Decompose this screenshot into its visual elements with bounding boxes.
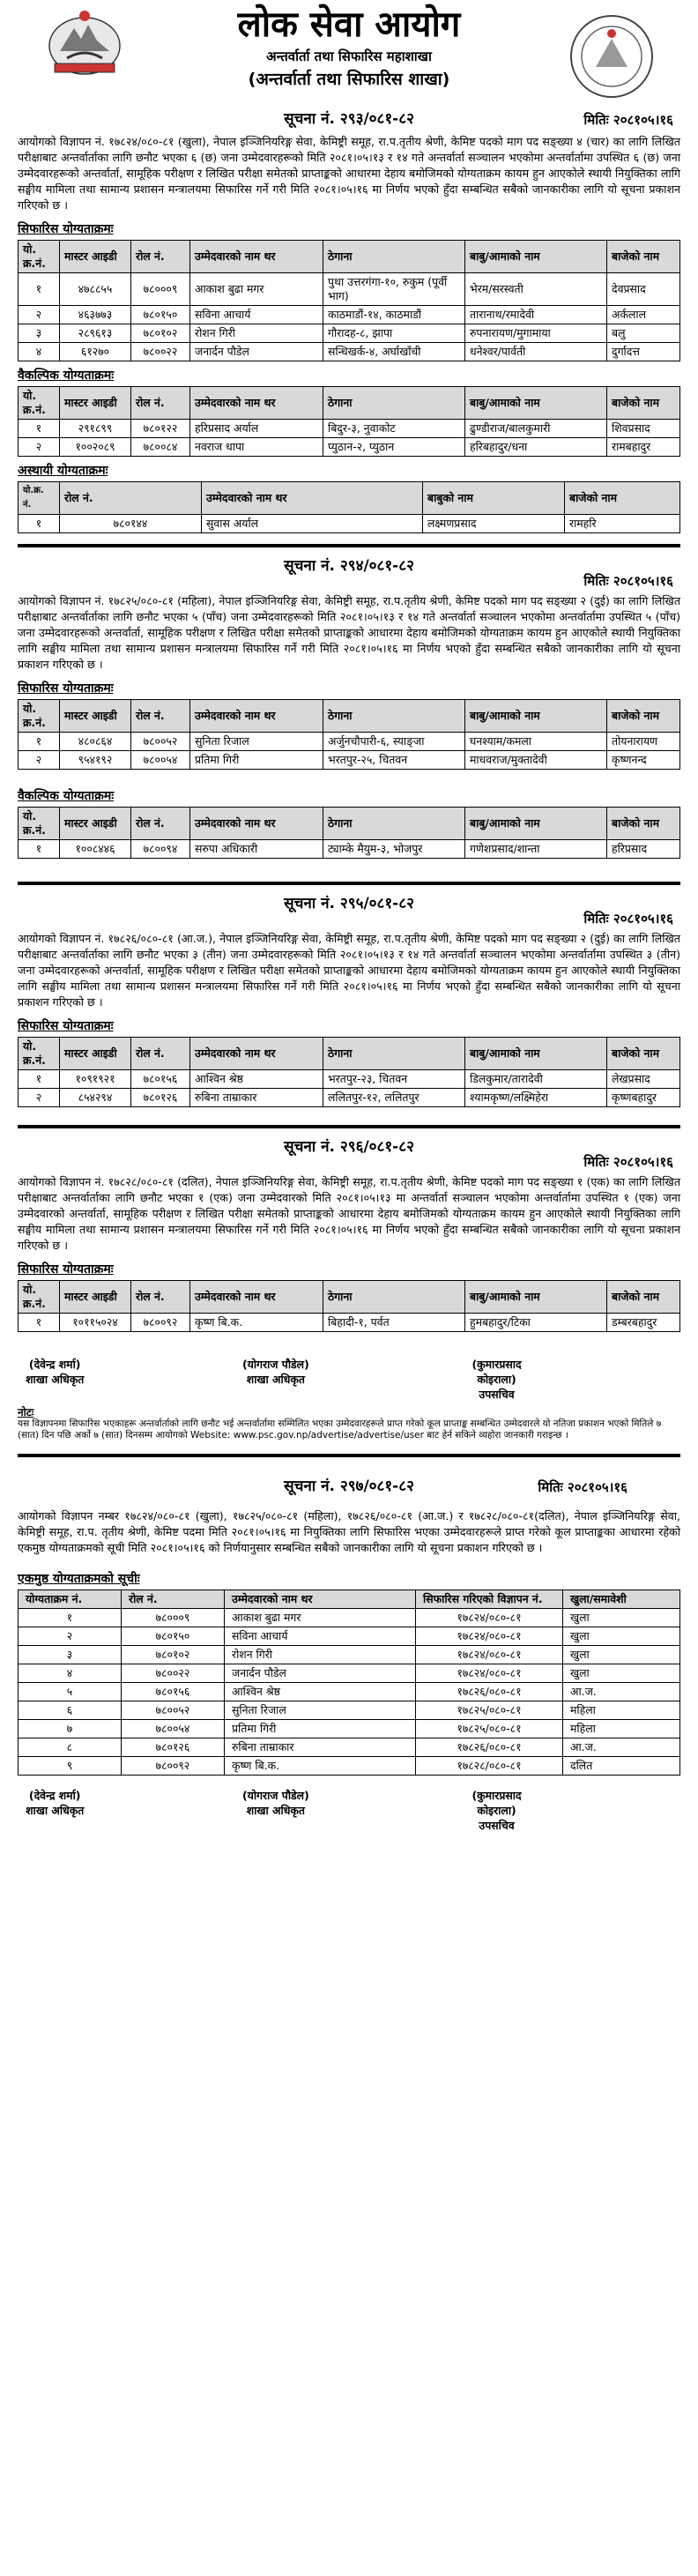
signatory-name: (देवेन्द्र शर्मा) xyxy=(28,1358,81,1371)
cell: ४ xyxy=(19,343,60,361)
signatory-name: (कुमारप्रसाद कोइराला) xyxy=(472,1789,522,1817)
signature xyxy=(19,1357,237,1402)
cell: रोशन गिरी xyxy=(225,1646,416,1664)
col-header: उम्मेदवारको नाम थर xyxy=(225,1590,416,1609)
col-header: बाजेको नाम xyxy=(607,808,680,840)
col-header: रोल नं. xyxy=(131,808,190,840)
cell: १ xyxy=(19,273,60,306)
cell: दलित xyxy=(563,1757,680,1776)
cell: बलु xyxy=(607,324,680,343)
col-header: रोल नं. xyxy=(131,1281,190,1314)
cell: सविना आचार्य xyxy=(225,1627,416,1646)
cell: ७८००९४ xyxy=(131,840,190,859)
cell: रुबिना ताम्राकार xyxy=(190,1089,323,1107)
cell: १७८२६/०८०-८१ xyxy=(416,1738,563,1757)
cell: ७८०००९ xyxy=(131,273,190,306)
cell: ७८०१५० xyxy=(131,306,190,324)
cell: ७८०१२६ xyxy=(122,1738,225,1757)
col-header: रोल नं. xyxy=(131,241,190,273)
cell: ललितपुर-१२, ललितपुर xyxy=(323,1089,465,1107)
cell: खुला xyxy=(563,1664,680,1683)
cell: ७८००९२ xyxy=(131,1314,190,1332)
cell: २ xyxy=(19,1627,122,1646)
signature xyxy=(240,1788,458,1833)
recommended-title: सिफारिस योग्यताक्रमः xyxy=(18,1019,114,1033)
cell: ४ xyxy=(19,1664,122,1683)
col-header: बाबु/आमाको नाम xyxy=(465,700,607,733)
cell: आश्विन श्रेष्ठ xyxy=(190,1070,323,1089)
notice-294 xyxy=(18,555,680,859)
signature-block xyxy=(18,1788,680,1833)
signature xyxy=(461,1357,679,1402)
cell: सुवास अर्याल xyxy=(202,515,423,533)
notice-date: मितिः २०८१०५।१६ xyxy=(583,112,673,128)
notice-number: सूचना नं. २९३/०८१-८२ xyxy=(284,110,414,128)
cell: १७८२४/०८०-८१ xyxy=(416,1609,563,1627)
table-row xyxy=(19,515,680,533)
notice-date: मितिः २०८१०५।१६ xyxy=(583,573,673,589)
cell: ९५४१९२ xyxy=(60,751,131,770)
cell: १७८२४/०८०-८१ xyxy=(416,1664,563,1683)
recommended-table xyxy=(18,240,680,361)
section-title: (अन्तर्वार्ता तथा सिफारिस शाखा) xyxy=(248,70,450,89)
signatory-post: शाखा अधिकृत xyxy=(246,1804,305,1817)
signature xyxy=(240,1357,458,1402)
alternate-title: वैकल्पिक योग्यताक्रमः xyxy=(18,789,115,803)
signatory-post: शाखा अधिकृत xyxy=(246,1373,305,1386)
col-header: सिफारिस गरिएको विज्ञापन नं. xyxy=(416,1590,563,1609)
table-row xyxy=(19,306,680,324)
table-row xyxy=(19,1609,680,1627)
cell: श्यामकृष्ण/लक्ष्मिहेरा xyxy=(465,1089,607,1107)
recommended-title: सिफारिस योग्यताक्रमः xyxy=(18,1262,114,1277)
cell: अर्कलाल xyxy=(607,306,680,324)
cell: गौरादह-८, झापा xyxy=(323,324,465,343)
signature-block xyxy=(18,1357,680,1402)
cell: प्रतिमा गिरी xyxy=(225,1720,416,1738)
cell: ७८०१४४ xyxy=(60,515,202,533)
cell: ७८०१२६ xyxy=(131,1089,190,1107)
table-row xyxy=(19,1314,680,1332)
table-row xyxy=(19,1646,680,1664)
cell: ७८०१५० xyxy=(122,1627,225,1646)
signatory-name: (कुमारप्रसाद कोइराला) xyxy=(472,1358,522,1386)
cell: ७८००९२ xyxy=(122,1757,225,1776)
cell: जनार्दन पौडेल xyxy=(225,1664,416,1683)
cell: २८९६१३ xyxy=(60,324,131,343)
table-row xyxy=(19,1738,680,1757)
cell: नवराज धापा xyxy=(190,438,323,457)
cell: ७८००५२ xyxy=(131,733,190,751)
cell: कृष्णबहादुर xyxy=(607,1089,680,1107)
cell: १ xyxy=(19,515,60,533)
cell: २ xyxy=(19,306,60,324)
cell: ४७८८५५ xyxy=(60,273,131,306)
col-header: उम्मेदवारको नाम थर xyxy=(190,387,323,420)
col-header: बाजेको नाम xyxy=(607,700,680,733)
cell: आ.ज. xyxy=(563,1738,680,1757)
cell: ३ xyxy=(19,324,60,343)
cell: बिदुर-३, नुवाकोट xyxy=(323,420,465,438)
col-header: यो.क्र. नं. xyxy=(19,482,60,515)
table-row xyxy=(19,420,680,438)
recommended-table xyxy=(18,1280,680,1332)
cell: तारानाथ/रमादेवी xyxy=(465,306,607,324)
cell: भेरम/सरस्वती xyxy=(465,273,607,306)
notice-paragraph: आयोगको विज्ञापन नम्बर १७८२४/०८०-८१ (खुला), १७८२५/०८०-८१ (महिला), १७८२६/०८०-८१ (आ.ज.) र १७८२८/०८०-८१(दलित), नेपाल इञ्जिनियरिङ्ग सेवा, केमिष्ट्री समूह, रा.प. तृतीय श्रेणी, केमिष्ट पदमा मिति २०८१।०५।१६ मा नियुक्तिका लागि सिफारिस भएका उम्मेदवारहरूले प्राप्त गरेको कूल प्राप्ताङ्कका आधारमा रहेको एकमुष्ठ योग्यताक्रमको सूची मिति २०८१।०५।१६ को निर्णयानुसार सम्बन्धित सबैको जानकारीका लागि यो सूचना प्रकाशन गरिएको छ । xyxy=(18,1509,680,1554)
division-title: अन्तर्वार्ता तथा सिफारिस महाशाखा xyxy=(266,48,432,64)
col-header: ठेगाना xyxy=(323,1038,465,1070)
note-text: यस विज्ञापनमा सिफारिस भएकाहरू अन्तर्वार्ताको लागि छनौट भई अन्तर्वार्तामा सम्मिलित भएका उम्मेदवारहरूले प्राप्त गरेको कूल प्राप्ताङ्क सम्बन्धित उम्मेदवारले यो नतिजा प्रकाशन भएको मितिले ७ (सात) दिन पछि अर्को ७ (सात) दिनसम्म आयोगको Website: www.psc.gov.np/advertise/advertise/user बाट हेर्न सकिने व्यहोरा जानकारी गराइन्छ । xyxy=(18,1418,662,1441)
cell: हरिबहादुर/धना xyxy=(465,438,607,457)
table-row xyxy=(19,273,680,306)
cell: आश्विन श्रेष्ठ xyxy=(225,1683,416,1701)
table-row xyxy=(19,1683,680,1701)
col-header: ठेगाना xyxy=(323,387,465,420)
table-row xyxy=(19,751,680,770)
cell: रामबहादुर xyxy=(607,438,680,457)
temporary-table xyxy=(18,481,680,533)
col-header: उम्मेदवारको नाम थर xyxy=(190,1038,323,1070)
col-header: यो. क्र.नं. xyxy=(19,387,60,420)
cell: १ xyxy=(19,420,60,438)
recommended-table xyxy=(18,699,680,770)
table-row xyxy=(19,733,680,751)
table-row xyxy=(19,1701,680,1720)
col-header: बाबु/आमाको नाम xyxy=(465,1281,607,1314)
cell: प्युठान-२, प्युठान xyxy=(323,438,465,457)
cell: १ xyxy=(19,1070,60,1089)
col-header: मास्टर आइडी xyxy=(60,241,131,273)
nepal-emblem-icon xyxy=(42,5,127,79)
signature xyxy=(19,1788,237,1833)
cell: १७८२५/०८०-८१ xyxy=(416,1720,563,1738)
col-header: यो. क्र.नं. xyxy=(19,808,60,840)
cell: ७ xyxy=(19,1720,122,1738)
cell: ट्याम्के मैयुम-३, भोजपुर xyxy=(323,840,465,859)
recommended-title: सिफारिस योग्यताक्रमः xyxy=(18,681,114,696)
recommended-title: सिफारिस योग्यताक्रमः xyxy=(18,222,114,236)
cell: ७८०१५६ xyxy=(122,1683,225,1701)
cell: १०९१९२१ xyxy=(60,1070,131,1089)
col-header: रोल नं. xyxy=(122,1590,225,1609)
col-header: रोल नं. xyxy=(131,1038,190,1070)
notice-date: मितिः २०८१०५।१६ xyxy=(583,1154,673,1170)
cell: सन्धिखर्क-४, अर्घाखाँची xyxy=(323,343,465,361)
section-divider xyxy=(18,1454,680,1457)
cell: कृष्ण बि.क. xyxy=(190,1314,323,1332)
cell: ७८००५४ xyxy=(131,751,190,770)
cell: भरतपुर-२३, चितवन xyxy=(323,1070,465,1089)
col-header: मास्टर आइडी xyxy=(60,1281,131,1314)
cell: ढुण्डीराज/बालकुमारी xyxy=(465,420,607,438)
cell: ९ xyxy=(19,1757,122,1776)
table-row xyxy=(19,1664,680,1683)
cell: १७८२६/०८०-८१ xyxy=(416,1683,563,1701)
cell: दुर्गादत्त xyxy=(607,343,680,361)
cell: ४६३७७३ xyxy=(60,306,131,324)
signature xyxy=(461,1788,679,1833)
col-header: बाजेको नाम xyxy=(607,1038,680,1070)
cell: २ xyxy=(19,1089,60,1107)
col-header: यो. क्र.नं. xyxy=(19,1038,60,1070)
cell: माधवराज/मुक्तादेवी xyxy=(465,751,607,770)
cell: आकाश बुढा मगर xyxy=(225,1609,416,1627)
col-header: रोल नं. xyxy=(131,387,190,420)
table-row xyxy=(19,1720,680,1738)
cell: रुपनारायण/मुगामाया xyxy=(465,324,607,343)
cell: ७८०१०२ xyxy=(131,324,190,343)
table-row xyxy=(19,1627,680,1646)
recommended-table xyxy=(18,1037,680,1107)
notice-293 xyxy=(18,108,680,533)
col-header: रोल नं. xyxy=(131,700,190,733)
temporary-title: अस्थायी योग्यताक्रमः xyxy=(18,464,108,478)
cell: हरिप्रसाद xyxy=(607,840,680,859)
col-header: बाजेको नाम xyxy=(607,387,680,420)
cell: २९१८९९ xyxy=(60,420,131,438)
cell: ७८००२२ xyxy=(122,1664,225,1683)
notice-295 xyxy=(18,892,680,1107)
cell: ७८०१५६ xyxy=(131,1070,190,1089)
cell: लक्ष्मणप्रसाद xyxy=(423,515,565,533)
cell: गणेशप्रसाद/शान्ता xyxy=(465,840,607,859)
cell: २ xyxy=(19,438,60,457)
col-header: उम्मेदवारको नाम थर xyxy=(202,482,423,515)
cell: डम्बरबहादुर xyxy=(607,1314,680,1332)
cell: हुमबहादुर/टिका xyxy=(465,1314,607,1332)
col-header: खुला/समावेशी xyxy=(563,1590,680,1609)
cell: पुथा उत्तरगंगा-१०, रुकुम (पूर्वी भाग) xyxy=(323,273,465,306)
col-header: रोल नं. xyxy=(60,482,202,515)
signatory-post: उपसचिव xyxy=(479,1388,515,1401)
cell: काठमाडौं-१४, काठमाडौं xyxy=(323,306,465,324)
merit-list-title: एकमुष्ठ योग्यताक्रमको सूचीः xyxy=(18,1572,140,1586)
section-divider xyxy=(18,544,680,547)
notice-paragraph: आयोगको विज्ञापन नं. १७८२५/०८०-८१ (महिला), नेपाल इञ्जिनियरिङ्ग सेवा, केमिष्ट्री समूह, रा.प.तृतीय श्रेणी, केमिष्ट पदको माग पद सङ्ख्या २ (दुई) का लागि लिखित परीक्षाबाट अन्तर्वार्ताका लागि छनौट भएका ५ (पाँच) जना उम्मेदवारहरूको मिति २०८१।०५।१३ र १४ गते अन्तर्वार्ता सञ्चालन भएकोमा अन्तर्वार्तामा उपस्थित ५ (पाँच) जना उम्मेदवारहरूको अन्तर्वार्ता, सामूहिक परीक्षण र लिखित परीक्षा समेतको प्राप्ताङ्कको आधारमा देहाय बमोजिमको योग्यताक्रम कायम हुन आएकोले स्थायी नियुक्तिका लागि सङ्घीय मामिला तथा सामान्य प्रशासन मन्त्रालयमा सिफारिस गर्ने गरी मिति २०८१।०५।१६ मा निर्णय भएको हुँदा सम्बन्धित सबैको जानकारीका लागि यो सूचना प्रकाशन गरिएको छ । xyxy=(18,594,680,671)
table-row xyxy=(19,1089,680,1107)
signatory-post: उपसचिव xyxy=(479,1819,515,1832)
col-header: योग्यताक्रम नं. xyxy=(19,1590,122,1609)
col-header: मास्टर आइडी xyxy=(60,387,131,420)
col-header: ठेगाना xyxy=(323,700,465,733)
cell: महिला xyxy=(563,1701,680,1720)
cell: ५ xyxy=(19,1683,122,1701)
cell: १००८४४६ xyxy=(60,840,131,859)
signatory-post: शाखा अधिकृत xyxy=(26,1373,85,1386)
cell: १७८२४/०८०-८१ xyxy=(416,1646,563,1664)
cell: खुला xyxy=(563,1646,680,1664)
cell: ७८००५२ xyxy=(122,1701,225,1720)
col-header: मास्टर आइडी xyxy=(60,700,131,733)
cell: ७८००५४ xyxy=(122,1720,225,1738)
section-divider xyxy=(18,1125,680,1128)
cell: रामहरि xyxy=(565,515,680,533)
cell: हरिप्रसाद अर्याल xyxy=(190,420,323,438)
cell: अर्जुनचौपारी-६, स्याङ्जा xyxy=(323,733,465,751)
cell: रुबिना ताम्राकार xyxy=(225,1738,416,1757)
cell: ४८०८६४ xyxy=(60,733,131,751)
col-header: बाबुको नाम xyxy=(423,482,565,515)
cell: देवप्रसाद xyxy=(607,273,680,306)
col-header: उम्मेदवारको नाम थर xyxy=(190,700,323,733)
cell: कृष्ण बि.क. xyxy=(225,1757,416,1776)
cell: १७८२५/०८०-८१ xyxy=(416,1701,563,1720)
cell: १ xyxy=(19,1609,122,1627)
col-header: मास्टर आइडी xyxy=(60,1038,131,1070)
cell: प्रतिमा गिरी xyxy=(190,751,323,770)
cell: धनेश्वर/पार्वती xyxy=(465,343,607,361)
table-row xyxy=(19,343,680,361)
cell: १७८२४/०८०-८१ xyxy=(416,1627,563,1646)
notice-paragraph: आयोगको विज्ञापन नं. १७८२४/०८०-८१ (खुला), नेपाल इञ्जिनियरिङ्ग सेवा, केमिष्ट्री समूह, रा.प.तृतीय श्रेणी, केमिष्ट पदको माग पद सङ्ख्या ४ (चार) का लागि लिखित परीक्षाबाट अन्तर्वार्ताका लागि छनौट भएका ६ (छ) जना उम्मेदवारहरूको मिति २०८१।०५।१३ र १४ गते अन्तर्वार्ता सञ्चालन भएकोमा अन्तर्वार्तामा उपस्थित ६ (छ) जना उम्मेदवारहरूको अन्तर्वार्ता, सामूहिक परीक्षण र लिखित परीक्षा समेतको प्राप्ताङ्कको आधारमा देहाय बमोजिमको योग्यताक्रम कायम हुन आएकोले स्थायी नियुक्तिका लागि सङ्घीय मामिला तथा सामान्य प्रशासन मन्त्रालयमा सिफारिस गर्ने गरी मिति २०८१।०५।१६ मा निर्णय भएको हुँदा सम्बन्धित सबैको जानकारीका लागि यो सूचना प्रकाशन गरिएको छ । xyxy=(18,135,680,212)
cell: रोशन गिरी xyxy=(190,324,323,343)
cell: ७८००२२ xyxy=(131,343,190,361)
cell: भरतपुर-२५, चितवन xyxy=(323,751,465,770)
cell: सरुपा अधिकारी xyxy=(190,840,323,859)
notice-date: मितिः २०८१०५।१६ xyxy=(583,911,673,927)
notice-296 xyxy=(18,1135,680,1441)
col-header: बाबु/आमाको नाम xyxy=(465,241,607,273)
cell: १७८२८/०८०-८१ xyxy=(416,1757,563,1776)
notice-number: सूचना नं. २९५/०८१-८२ xyxy=(284,895,414,912)
cell: सविना आचार्य xyxy=(190,306,323,324)
cell: तोयनारायण xyxy=(607,733,680,751)
col-header: बाबु/आमाको नाम xyxy=(465,387,607,420)
notice-number: सूचना नं. २९७/०८१-८२ xyxy=(284,1478,414,1495)
alternate-table xyxy=(18,386,680,457)
notice-date: मितिः २०८१०५।१६ xyxy=(538,1479,627,1495)
col-header: बाजेको नाम xyxy=(565,482,680,515)
table-row xyxy=(19,324,680,343)
col-header: उम्मेदवारको नाम थर xyxy=(190,1281,323,1314)
col-header: यो. क्र.नं. xyxy=(19,700,60,733)
note-block xyxy=(18,1407,680,1441)
cell: आकाश बुढा मगर xyxy=(190,273,323,306)
note-title: नोटः xyxy=(18,1406,34,1418)
cell: ८ xyxy=(19,1738,122,1757)
col-header: बाजेको नाम xyxy=(607,1281,680,1314)
col-header: ठेगाना xyxy=(323,808,465,840)
signatory-name: (देवेन्द्र शर्मा) xyxy=(28,1789,81,1802)
col-header: उम्मेदवारको नाम थर xyxy=(190,808,323,840)
table-row xyxy=(19,438,680,457)
cell: १ xyxy=(19,733,60,751)
section-divider xyxy=(18,882,680,885)
signatory-name: (योगराज पौडेल) xyxy=(241,1789,309,1802)
col-header: बाबु/आमाको नाम xyxy=(465,808,607,840)
psc-seal-icon xyxy=(568,12,656,101)
cell: २ xyxy=(19,751,60,770)
cell: खुला xyxy=(563,1609,680,1627)
cell: डिलकुमार/तारादेवी xyxy=(465,1070,607,1089)
signatory-post: शाखा अधिकृत xyxy=(26,1804,85,1817)
cell: जनार्दन पौडेल xyxy=(190,343,323,361)
cell: ७८०१०२ xyxy=(122,1646,225,1664)
cell: ७८०००९ xyxy=(122,1609,225,1627)
table-row xyxy=(19,1757,680,1776)
cell: बिहादी-१, पर्वत xyxy=(323,1314,465,1332)
notice-number: सूचना नं. २९६/०८१-८२ xyxy=(284,1138,414,1156)
signatory-name: (योगराज पौडेल) xyxy=(241,1358,309,1371)
table-row xyxy=(19,840,680,859)
table-row xyxy=(19,1070,680,1089)
notice-paragraph: आयोगको विज्ञापन नं. १७८२८/०८०-८१ (दलित), नेपाल इञ्जिनियरिङ्ग सेवा, केमिष्ट्री समूह, रा.प.तृतीय श्रेणी, केमिष्ट पदको माग पद सङ्ख्या १ (एक) का लागि लिखित परीक्षाबाट अन्तर्वार्ताका लागि छनौट भएका १ (एक) जना उम्मेदवारको मिति २०८१।०५।१३ मा अन्तर्वार्ता सञ्चालन भएकोमा अन्तर्वार्तामा उपस्थित १ (एक) जना उम्मेदवारको अन्तर्वार्ता, सामूहिक परीक्षण र लिखित परीक्षा समेतको प्राप्ताङ्कको आधारमा देहाय बमोजिमको योग्यताक्रम कायम हुन आएकोले स्थायी नियुक्तिका लागि सङ्घीय मामिला तथा सामान्य प्रशासन मन्त्रालयमा सिफारिस गर्ने गरी मिति २०८१।०५।१६ मा निर्णय भएको हुँदा सम्बन्धित सबैको जानकारीका लागि यो सूचना प्रकाशन गरिएको छ । xyxy=(18,1175,680,1252)
cell: १ xyxy=(19,1314,60,1332)
col-header: ठेगाना xyxy=(323,241,465,273)
cell: आ.ज. xyxy=(563,1683,680,1701)
cell: घनश्याम/कमला xyxy=(465,733,607,751)
cell: कृष्णनन्द xyxy=(607,751,680,770)
cell: १००२०८९ xyxy=(60,438,131,457)
cell: ७८०१२२ xyxy=(131,420,190,438)
notice-297 xyxy=(18,1475,680,1833)
col-header: मास्टर आइडी xyxy=(60,808,131,840)
cell: शिवप्रसाद xyxy=(607,420,680,438)
merit-list-table xyxy=(18,1590,680,1776)
cell: सुनिता रिजाल xyxy=(190,733,323,751)
cell: ६ xyxy=(19,1701,122,1720)
cell: ३ xyxy=(19,1646,122,1664)
cell: ७८००८४ xyxy=(131,438,190,457)
notice-paragraph: आयोगको विज्ञापन नं. १७८२६/०८०-८१ (आ.ज.), नेपाल इञ्जिनियरिङ्ग सेवा, केमिष्ट्री समूह, रा.प.तृतीय श्रेणी, केमिष्ट पदको माग पद सङ्ख्या २ (दुई) का लागि लिखित परीक्षाबाट अन्तर्वार्ताका लागि छनौट भएका ३ (तीन) जना उम्मेदवारहरूको मिति २०८१।०५।१३ र १४ गते अन्तर्वार्ता सञ्चालन भएकोमा अन्तर्वार्तामा उपस्थित ३ (तीन) जना उम्मेदवारहरूको अन्तर्वार्ता, सामूहिक परीक्षण र लिखित परीक्षा समेतको प्राप्ताङ्कको आधारमा देहाय बमोजिमको योग्यताक्रम कायम हुन आएकोले स्थायी नियुक्तिका लागि सङ्घीय मामिला तथा सामान्य प्रशासन मन्त्रालयमा सिफारिस गर्ने गरी मिति २०८१।०५।१६ मा निर्णय भएको हुँदा सम्बन्धित सबैको जानकारीका लागि यो सूचना प्रकाशन गरिएको छ । xyxy=(18,932,680,1009)
cell: ८५४२९४ xyxy=(60,1089,131,1107)
cell: सुनिता रिजाल xyxy=(225,1701,416,1720)
col-header: ठेगाना xyxy=(323,1281,465,1314)
col-header: यो. क्र.नं. xyxy=(19,1281,60,1314)
alternate-title: वैकल्पिक योग्यताक्रमः xyxy=(18,369,115,383)
cell: १०११५०२४ xyxy=(60,1314,131,1332)
cell: महिला xyxy=(563,1720,680,1738)
page-header xyxy=(18,0,680,108)
col-header: उम्मेदवारको नाम थर xyxy=(190,241,323,273)
col-header: बाबु/आमाको नाम xyxy=(465,1038,607,1070)
notice-number: सूचना नं. २९४/०८१-८२ xyxy=(284,557,414,575)
cell: १ xyxy=(19,840,60,859)
col-header: बाजेको नाम xyxy=(607,241,680,273)
alternate-table xyxy=(18,807,680,859)
org-title: लोक सेवा आयोग xyxy=(237,4,461,45)
col-header: यो. क्र.नं. xyxy=(19,241,60,273)
cell: ६१२७० xyxy=(60,343,131,361)
cell: खुला xyxy=(563,1627,680,1646)
cell: लेखप्रसाद xyxy=(607,1070,680,1089)
